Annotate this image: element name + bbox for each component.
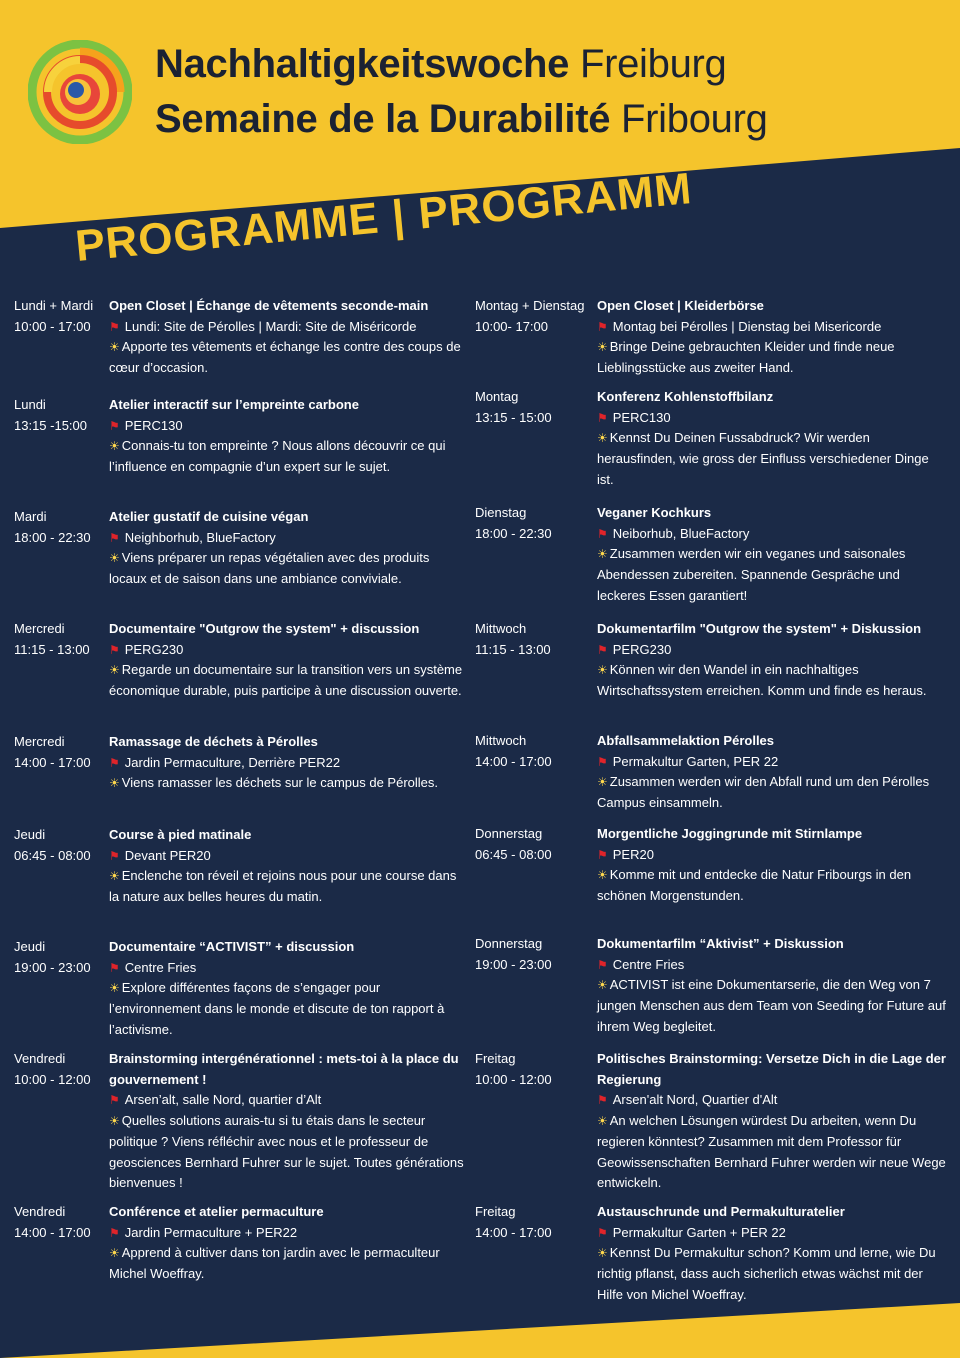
- event-description-row: [109, 866, 469, 907]
- event-description-row: [597, 975, 947, 1037]
- event-time: 13:15 - 15:00: [475, 409, 552, 425]
- red-flag-icon: ⚑: [109, 848, 120, 863]
- red-flag-icon: ⚑: [109, 642, 120, 657]
- event-day: Vendredi: [14, 1204, 66, 1219]
- event-details: [109, 507, 469, 590]
- event-location: PERG230: [612, 641, 672, 657]
- event-time: 14:00 - 17:00: [14, 754, 91, 770]
- event-title: Documentaire "Outgrow the system" + discussion: [109, 621, 420, 636]
- event-description-row: [597, 865, 947, 906]
- event-description-row: [109, 1111, 469, 1194]
- red-flag-icon: ⚑: [109, 1225, 120, 1240]
- swirl-logo-icon: [28, 40, 132, 144]
- event-day: Freitag: [475, 1204, 516, 1219]
- event-details: [597, 934, 947, 1038]
- event-title: Open Closet | Kleiderbörse: [597, 298, 764, 313]
- event-details: [597, 731, 947, 814]
- red-flag-icon: ⚑: [597, 642, 608, 657]
- event-description: Viens préparer un repas végétalien avec des produits locaux et de saison dans une ambiance conviviale.: [109, 550, 430, 587]
- event-time: 11:15 - 13:00: [475, 641, 551, 657]
- event-details: [109, 825, 469, 908]
- event-schedule: [14, 507, 109, 548]
- event-title: Austauschrunde und Permakulturatelier: [597, 1204, 845, 1219]
- event-details: [109, 619, 469, 702]
- event-description-row: [109, 337, 469, 378]
- event-schedule: [14, 619, 109, 660]
- event-description-row: [109, 436, 469, 477]
- event-time: 14:00 - 17:00: [14, 1224, 91, 1240]
- event-location: Neighborhub, BlueFactory: [124, 529, 276, 545]
- event-title: Konferenz Kohlenstoffbilanz: [597, 389, 774, 404]
- title-french-city: Fribourg: [621, 97, 768, 141]
- programme-banner: PROGRAMME | PROGRAMM: [73, 163, 695, 272]
- event-description: Kennst Du Deinen Fussabdruck? Wir werden herausfinden, wie gross der Einfluss verschiedener Dinge ist.: [597, 430, 929, 487]
- event-description-row: [597, 1111, 947, 1194]
- event-location: Permakultur Garten + PER 22: [612, 1224, 786, 1240]
- event-description: Zusammen werden wir ein veganes und saisonales Abendessen zubereiten. Spannende Gespräche und leckeres Essen garantiert!: [597, 546, 906, 603]
- light-bulb-icon: ☀: [109, 340, 120, 355]
- event-day: Jeudi: [14, 939, 46, 954]
- event-details: [597, 296, 947, 379]
- event-schedule: [14, 296, 109, 337]
- event-schedule: [475, 1202, 597, 1243]
- event-location-row: [109, 1223, 469, 1244]
- event-location: Centre Fries: [124, 959, 197, 975]
- event-description-row: [597, 660, 947, 701]
- light-bulb-icon: ☀: [109, 663, 120, 678]
- event-title: Ramassage de déchets à Pérolles: [109, 734, 318, 749]
- event-title: Open Closet | Échange de vêtements seconde-main: [109, 298, 429, 313]
- light-bulb-icon: ☀: [597, 868, 608, 883]
- light-bulb-icon: ☀: [109, 1246, 120, 1261]
- event-description: Enclenche ton réveil et rejoins nous pour une course dans la nature aux belles heures du matin.: [109, 868, 457, 905]
- event-schedule: [14, 825, 109, 866]
- event-schedule: [475, 731, 597, 772]
- event-title: Atelier interactif sur l’empreinte carbone: [109, 397, 359, 412]
- event-location-row: [597, 408, 947, 429]
- event-location-row: [109, 640, 469, 661]
- event-location-row: [109, 753, 469, 774]
- event-time: 14:00 - 17:00: [475, 753, 552, 769]
- light-bulb-icon: ☀: [597, 547, 608, 562]
- event-day: Mittwoch: [475, 733, 527, 748]
- event-location: PERC130: [124, 417, 183, 433]
- event-title: Morgentliche Joggingrunde mit Stirnlampe: [597, 826, 863, 841]
- event-description-row: [597, 337, 947, 378]
- event-location: PER20: [612, 846, 654, 862]
- event-location: Jardin Permaculture, Derrière PER22: [124, 754, 341, 770]
- event-description-row: [597, 544, 947, 606]
- title-german: [155, 42, 727, 87]
- event-description-row: [597, 1243, 947, 1305]
- event-day: Mardi: [14, 509, 47, 524]
- event-time: 13:15 -15:00: [14, 417, 88, 433]
- event-details: [597, 619, 947, 702]
- event-schedule: [475, 503, 597, 544]
- event-location-row: [109, 528, 469, 549]
- event-details: [597, 503, 947, 607]
- light-bulb-icon: ☀: [597, 1114, 608, 1129]
- event-description: Regarde un documentaire sur la transition vers un système économique durable, puis participe à une discussion ouverte.: [109, 662, 463, 699]
- red-flag-icon: ⚑: [597, 526, 608, 541]
- event-description-row: [109, 548, 469, 589]
- event-day: Dienstag: [475, 505, 527, 520]
- event-title: Course à pied matinale: [109, 827, 252, 842]
- event-title: Documentaire “ACTIVIST” + discussion: [109, 939, 355, 954]
- event-day: Jeudi: [14, 827, 46, 842]
- light-bulb-icon: ☀: [597, 978, 608, 993]
- light-bulb-icon: ☀: [109, 981, 120, 996]
- event-location: Arsen’alt, salle Nord, quartier d’Alt: [124, 1092, 322, 1108]
- event-location: PERG230: [124, 641, 184, 657]
- event-schedule: [475, 296, 597, 337]
- event-title: Veganer Kochkurs: [597, 505, 712, 520]
- event-location: Arsen'alt Nord, Quartier d'Alt: [612, 1092, 778, 1108]
- event-location-row: [109, 846, 469, 867]
- title-german-bold: Nachhaltigkeitswoche: [155, 42, 570, 86]
- title-french-bold: Semaine de la Durabilité: [155, 97, 611, 141]
- event-location-row: [597, 955, 947, 976]
- red-flag-icon: ⚑: [109, 319, 120, 334]
- event-description: Explore différentes façons de s’engager pour l’environnement dans le monde et discute de ton rapport à l’activisme.: [109, 980, 445, 1037]
- event-title: Conférence et atelier permaculture: [109, 1204, 324, 1219]
- event-schedule: [14, 1049, 109, 1090]
- event-schedule: [475, 1049, 597, 1090]
- title-german-city: Freiburg: [579, 42, 727, 86]
- event-time: 10:00 - 17:00: [14, 318, 91, 334]
- event-location: Jardin Permaculture + PER22: [124, 1224, 298, 1240]
- light-bulb-icon: ☀: [597, 663, 608, 678]
- event-location-row: [109, 317, 469, 338]
- event-schedule: [14, 732, 109, 773]
- title-french: [155, 97, 768, 142]
- event-description: Komme mit und entdecke die Natur Fribourgs in den schönen Morgenstunden.: [597, 867, 912, 904]
- event-day: Lundi + Mardi: [14, 298, 94, 313]
- event-description: Kennst Du Permakultur schon? Komm und lerne, wie Du richtig pflanst, dass auch sicherlich etwas wächst mit der Hilfe von Michel Woeffray.: [597, 1245, 936, 1302]
- event-time: 14:00 - 17:00: [475, 1224, 552, 1240]
- red-flag-icon: ⚑: [597, 957, 608, 972]
- event-location-row: [597, 1223, 947, 1244]
- event-location: PERC130: [612, 409, 671, 425]
- event-day: Donnerstag: [475, 826, 543, 841]
- event-time: 06:45 - 08:00: [475, 846, 552, 862]
- event-description: Apporte tes vêtements et échange les contre des coups de cœur d’occasion.: [109, 339, 461, 376]
- event-time: 10:00 - 12:00: [475, 1071, 552, 1087]
- event-description: ACTIVIST ist eine Dokumentarserie, die den Weg von 7 jungen Menschen aus dem Team von Seeding for Future auf ihrem Weg begleitet.: [597, 977, 946, 1034]
- red-flag-icon: ⚑: [109, 960, 120, 975]
- event-day: Freitag: [475, 1051, 516, 1066]
- light-bulb-icon: ☀: [109, 1114, 120, 1129]
- event-schedule: [14, 395, 109, 436]
- light-bulb-icon: ☀: [597, 775, 608, 790]
- event-details: [109, 937, 469, 1041]
- event-title: Dokumentarfilm “Aktivist” + Diskussion: [597, 936, 844, 951]
- event-description: Zusammen werden wir den Abfall rund um den Pérolles Campus einsammeln.: [597, 774, 930, 811]
- event-day: Donnerstag: [475, 936, 543, 951]
- event-title: Abfallsammelaktion Pérolles: [597, 733, 775, 748]
- red-flag-icon: ⚑: [109, 1093, 120, 1108]
- event-details: [109, 1202, 469, 1285]
- red-flag-icon: ⚑: [109, 418, 120, 433]
- red-flag-icon: ⚑: [597, 1225, 608, 1240]
- event-location-row: [597, 640, 947, 661]
- event-time: 19:00 - 23:00: [14, 959, 91, 975]
- event-location-row: [109, 958, 469, 979]
- event-location-row: [597, 1090, 947, 1111]
- event-details: [109, 395, 469, 478]
- event-location-row: [597, 845, 947, 866]
- red-flag-icon: ⚑: [597, 319, 608, 334]
- event-description-row: [597, 772, 947, 813]
- event-details: [597, 824, 947, 907]
- event-location: Lundi: Site de Pérolles | Mardi: Site de Miséricorde: [124, 318, 417, 334]
- red-flag-icon: ⚑: [597, 410, 608, 425]
- event-schedule: [14, 1202, 109, 1243]
- event-time: 10:00 - 12:00: [14, 1071, 91, 1087]
- event-schedule: [475, 387, 597, 428]
- event-time: 10:00- 17:00: [475, 318, 549, 334]
- red-flag-icon: ⚑: [109, 755, 120, 770]
- event-description: Connais-tu ton empreinte ? Nous allons découvrir ce qui l’influence en compagnie d’un expert sur le sujet.: [109, 438, 446, 475]
- event-time: 11:15 - 13:00: [14, 641, 90, 657]
- event-description: Können wir den Wandel in ein nachhaltiges Wirtschaftssystem erreichen. Komm und finde es heraus.: [597, 662, 927, 699]
- event-day: Montag + Dienstag: [475, 298, 585, 313]
- light-bulb-icon: ☀: [109, 776, 120, 791]
- event-schedule: [14, 937, 109, 978]
- event-description: An welchen Lösungen würdest Du arbeiten, wenn Du regieren könntest? Zusammen mit dem Professor für Geowissenschaften Bernhard Fuhrer werden wir neue Wege entwickeln.: [597, 1113, 946, 1191]
- event-schedule: [475, 824, 597, 865]
- event-location: Centre Fries: [612, 956, 685, 972]
- event-day: Montag: [475, 389, 519, 404]
- light-bulb-icon: ☀: [597, 431, 608, 446]
- light-bulb-icon: ☀: [109, 869, 120, 884]
- light-bulb-icon: ☀: [597, 340, 608, 355]
- event-details: [597, 387, 947, 491]
- event-details: [109, 296, 469, 379]
- light-bulb-icon: ☀: [109, 439, 120, 454]
- event-location: Permakultur Garten, PER 22: [612, 753, 779, 769]
- event-location: Devant PER20: [124, 847, 211, 863]
- event-title: Dokumentarfilm "Outgrow the system" + Diskussion: [597, 621, 922, 636]
- event-description-row: [109, 1243, 469, 1284]
- event-schedule: [475, 619, 597, 660]
- event-description: Viens ramasser les déchets sur le campus de Pérolles.: [121, 775, 439, 791]
- event-day: Lundi: [14, 397, 46, 412]
- event-description: Quelles solutions aurais-tu si tu étais dans le secteur politique ? Viens réfléchir avec nous et le professeur de geosciences Bernhard Fuhrer sur le sujet. Toutes générations bienvenues !: [109, 1113, 464, 1191]
- event-description: Bringe Deine gebrauchten Kleider und finde neue Lieblingsstücke aus zweiter Hand.: [597, 339, 895, 376]
- event-time: 18:00 - 22:30: [14, 529, 91, 545]
- event-location: Neiborhub, BlueFactory: [612, 525, 750, 541]
- event-description-row: [109, 660, 469, 701]
- light-bulb-icon: ☀: [109, 551, 120, 566]
- event-schedule: [475, 934, 597, 975]
- event-time: 19:00 - 23:00: [475, 956, 552, 972]
- event-description: Apprend à cultiver dans ton jardin avec le permaculteur Michel Woeffray.: [109, 1245, 440, 1282]
- event-description-row: [597, 428, 947, 490]
- event-time: 18:00 - 22:30: [475, 525, 552, 541]
- event-location-row: [597, 752, 947, 773]
- event-details: [597, 1049, 947, 1194]
- event-location-row: [597, 524, 947, 545]
- event-description-row: [109, 773, 469, 794]
- event-details: [109, 732, 469, 794]
- event-day: Mercredi: [14, 621, 65, 636]
- red-flag-icon: ⚑: [109, 530, 120, 545]
- event-details: [109, 1049, 469, 1194]
- light-bulb-icon: ☀: [597, 1246, 608, 1261]
- event-title: Brainstorming intergénérationnel : mets-toi à la place du gouvernement !: [109, 1051, 459, 1087]
- event-title: Atelier gustatif de cuisine végan: [109, 509, 309, 524]
- event-day: Vendredi: [14, 1051, 66, 1066]
- red-flag-icon: ⚑: [597, 847, 608, 862]
- event-day: Mittwoch: [475, 621, 527, 636]
- event-day: Mercredi: [14, 734, 65, 749]
- event-location-row: [109, 1090, 469, 1111]
- event-location-row: [109, 416, 469, 437]
- event-title: Politisches Brainstorming: Versetze Dich in die Lage der Regierung: [597, 1051, 946, 1087]
- event-location-row: [597, 317, 947, 338]
- event-location: Montag bei Pérolles | Dienstag bei Misericorde: [612, 318, 882, 334]
- event-time: 06:45 - 08:00: [14, 847, 91, 863]
- event-description-row: [109, 978, 469, 1040]
- red-flag-icon: ⚑: [597, 1093, 608, 1108]
- red-flag-icon: ⚑: [597, 754, 608, 769]
- event-details: [597, 1202, 947, 1306]
